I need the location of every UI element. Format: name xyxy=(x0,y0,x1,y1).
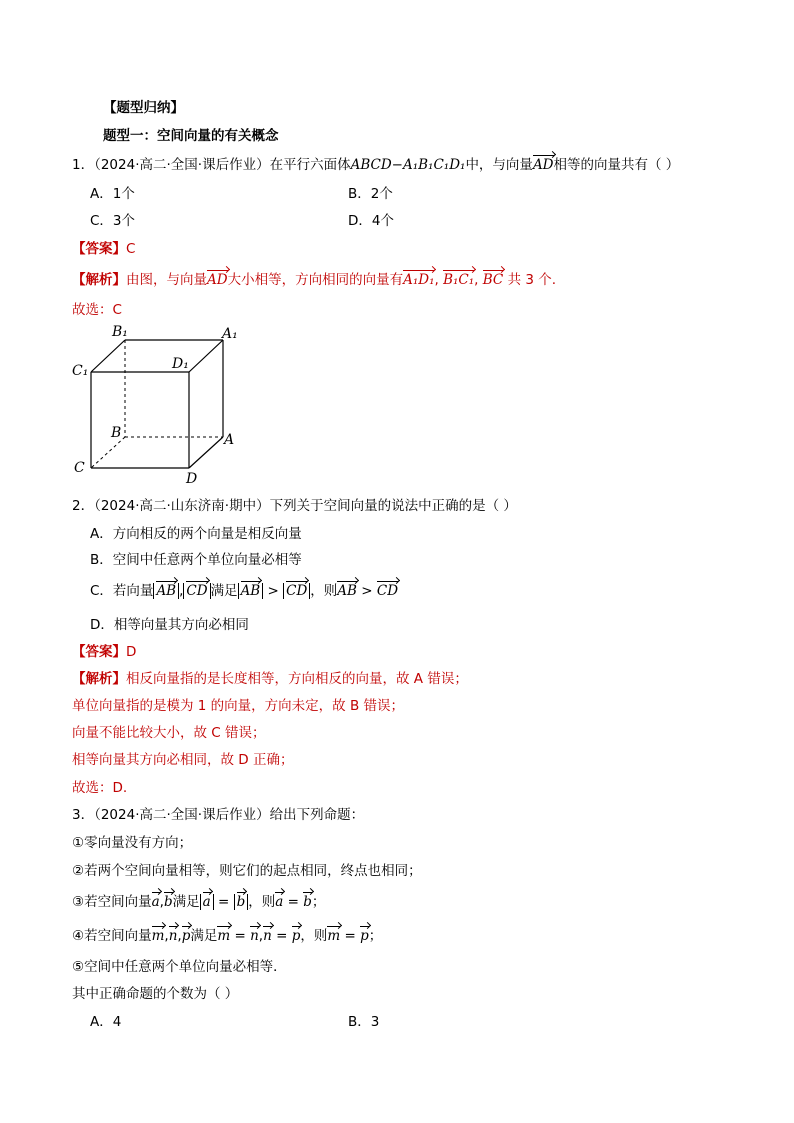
label-a1: A₁ xyxy=(222,326,238,342)
q1-option-c: C．3个 xyxy=(90,213,136,229)
q2-option-c: C．若向量 AB , CD 满足 AB > CD ，则AB > CD xyxy=(90,583,399,599)
q3-option-a: A．4 xyxy=(90,1014,122,1030)
vector-ad: AD xyxy=(532,157,554,173)
q1-option-b: B．2个 xyxy=(348,186,393,202)
q2-stem: 2．（2024·高二·山东济南·期中）下列关于空间向量的说法中正确的是（ ） xyxy=(72,498,517,514)
q2-analysis-line1: 【解析】相反向量指的是长度相等，方向相反的向量，故 A 错误； xyxy=(72,671,468,687)
q1-option-a: A．1个 xyxy=(90,186,135,202)
q2-analysis-line2: 单位向量指的是模为 1 的向量，方向未定，故 B 错误； xyxy=(72,698,405,714)
q1-option-d: D．4个 xyxy=(348,213,394,229)
q2-answer: 【答案】D xyxy=(72,644,137,660)
q2-analysis-line3: 向量不能比较大小，故 C 错误； xyxy=(72,725,266,741)
q3-proposition-5: ⑤空间中任意两个单位向量必相等． xyxy=(72,959,287,975)
label-b1: B₁ xyxy=(112,324,128,340)
q1-answer: 【答案】C xyxy=(72,241,136,257)
q2-option-d: D．相等向量其方向必相同 xyxy=(90,617,249,633)
q3-proposition-1: ①零向量没有方向； xyxy=(72,835,193,851)
label-d1: D₁ xyxy=(172,356,189,372)
label-b: B xyxy=(111,425,122,441)
q2-choose: 故选：D. xyxy=(72,780,128,796)
q2-analysis-line4: 相等向量其方向必相同，故 D 正确； xyxy=(72,752,294,768)
q2-option-b: B．空间中任意两个单位向量必相等 xyxy=(90,552,302,568)
q3-stem: 3．（2024·高二·全国·课后作业）给出下列命题： xyxy=(72,807,365,823)
q3-proposition-4: ④若空间向量m,n,p满足m = n,n = p，则m = p； xyxy=(72,928,383,944)
section-heading: 【题型归纳】 xyxy=(103,100,184,116)
q3-question: 其中正确命题的个数为（ ） xyxy=(72,986,239,1002)
label-a: A xyxy=(224,432,235,448)
label-c: C xyxy=(74,460,85,476)
q3-proposition-2: ②若两个空间向量相等，则它们的起点相同，终点也相同； xyxy=(72,863,422,879)
q1-choose: 故选：C xyxy=(72,302,122,318)
q1-stem: 1．（2024·高二·全国·课后作业）在平行六面体ABCD−A₁B₁C₁D₁中，与向量AD相等的向量共有（ ） xyxy=(72,157,680,173)
label-c1: C₁ xyxy=(72,363,89,379)
question-type-title: 题型一：空间向量的有关概念 xyxy=(103,128,279,144)
parallelepiped-figure xyxy=(66,320,246,488)
q3-option-b: B．3 xyxy=(348,1014,380,1030)
label-d: D xyxy=(186,471,198,487)
q2-option-a: A．方向相反的两个向量是相反向量 xyxy=(90,526,302,542)
q1-analysis: 【解析】由图，与向量AD大小相等，方向相同的向量有A₁D₁, B₁C₁, BC 共 3 个. xyxy=(72,272,557,288)
q3-proposition-3: ③若空间向量a,b满足 a = b ，则a = b； xyxy=(72,894,326,910)
